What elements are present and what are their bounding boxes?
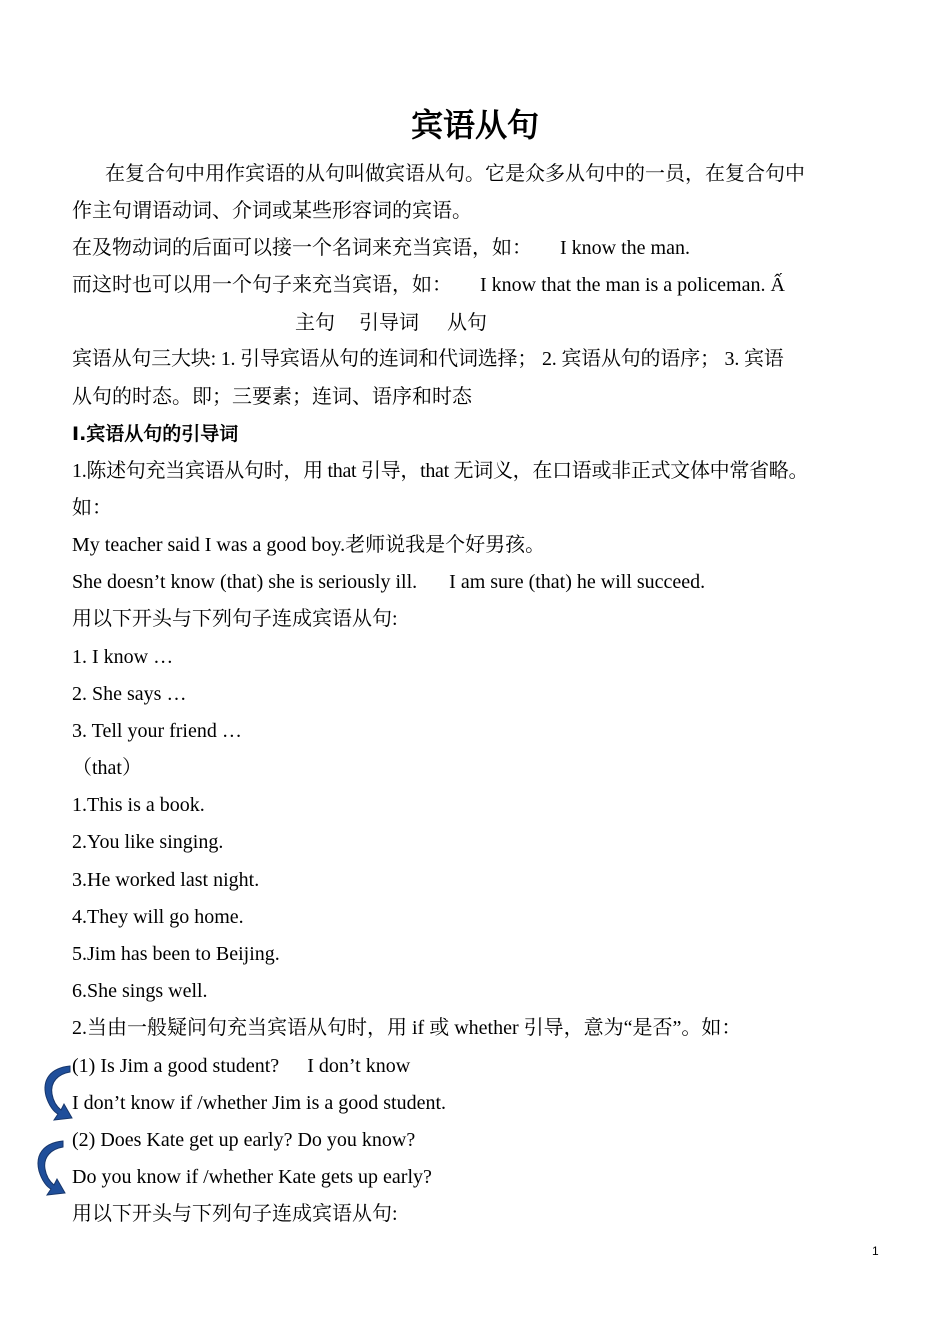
intro-line-4-text: 而这时也可以用一个句子来充当宾语，如： bbox=[72, 274, 452, 296]
section-heading: Ⅰ.宾语从句的引导词 bbox=[72, 423, 239, 445]
intro-line-6: 宾语从句三大块: 1. 引导宾语从句的连词和代词选择； 2. 宾语从句的语序； 3. 宾语 bbox=[72, 348, 784, 370]
intro-line-1: 在复合句中用作宾语的从句叫做宾语从句。它是众多从句中的一员，在复合句中 bbox=[105, 163, 805, 185]
page-title: 宾语从句 bbox=[410, 106, 539, 144]
example-2a: She doesn’t know (that) she is seriously ill. bbox=[72, 571, 418, 593]
connector-hint: （that） bbox=[72, 757, 142, 779]
example-4-question: (2) Does Kate get up early? Do you know? bbox=[72, 1129, 416, 1151]
sentence-6: 6.She sings well. bbox=[72, 980, 208, 1002]
part-connector: 引导词 bbox=[359, 312, 419, 334]
example-3-q: (1) Is Jim a good student? bbox=[72, 1055, 280, 1077]
sentence-2: 2.You like singing. bbox=[72, 831, 224, 853]
exercise-prompt-1: 用以下开头与下列句子连成宾语从句: bbox=[72, 608, 398, 630]
intro-line-4 bbox=[72, 271, 785, 299]
rule-2: 2.当由一般疑问句充当宾语从句时，用 if 或 whether 引导，意为“是否”。如： bbox=[72, 1017, 742, 1039]
example-3-answer: I don’t know if /whether Jim is a good student. bbox=[72, 1092, 447, 1114]
starter-1: 1. I know … bbox=[72, 646, 174, 668]
intro-line-3-example: I know the man. bbox=[560, 237, 690, 259]
sentence-1: 1.This is a book. bbox=[72, 794, 205, 816]
part-main-clause: 主句 bbox=[295, 312, 335, 334]
example-1: My teacher said I was a good boy.老师说我是个好男孩。 bbox=[72, 534, 546, 556]
sentence-parts-labels bbox=[295, 309, 487, 337]
example-2 bbox=[72, 568, 705, 596]
intro-line-3 bbox=[72, 234, 690, 262]
stray-mark: Ấ bbox=[770, 274, 785, 296]
sentence-4: 4.They will go home. bbox=[72, 906, 244, 928]
exercise-prompt-2: 用以下开头与下列句子连成宾语从句: bbox=[72, 1203, 398, 1225]
rule-1-line-1: 1.陈述句充当宾语从句时，用 that 引导，that 无词义，在口语或非正式文体中常省略。 bbox=[72, 460, 809, 482]
intro-line-3-text: 在及物动词的后面可以接一个名词来充当宾语，如： bbox=[72, 237, 532, 259]
example-3-question bbox=[72, 1052, 410, 1080]
curved-arrow-icon bbox=[33, 1137, 69, 1199]
example-2b: I am sure (that) he will succeed. bbox=[449, 571, 706, 593]
page-number: 1 bbox=[872, 1244, 879, 1258]
curved-arrow-icon bbox=[40, 1062, 76, 1124]
starter-2: 2. She says … bbox=[72, 683, 187, 705]
part-clause: 从句 bbox=[447, 312, 487, 334]
example-4-answer: Do you know if /whether Kate gets up early? bbox=[72, 1166, 432, 1188]
intro-line-7: 从句的时态。即；三要素；连词、语序和时态 bbox=[72, 386, 472, 408]
rule-1-line-2: 如： bbox=[72, 497, 112, 519]
intro-line-2: 作主句谓语动词、介词或某些形容词的宾语。 bbox=[72, 200, 472, 222]
sentence-5: 5.Jim has been to Beijing. bbox=[72, 943, 280, 965]
intro-line-4-example: I know that the man is a policeman. bbox=[480, 274, 766, 296]
starter-3: 3. Tell your friend … bbox=[72, 720, 242, 742]
example-3-main: I don’t know bbox=[307, 1055, 411, 1077]
sentence-3: 3.He worked last night. bbox=[72, 869, 260, 891]
